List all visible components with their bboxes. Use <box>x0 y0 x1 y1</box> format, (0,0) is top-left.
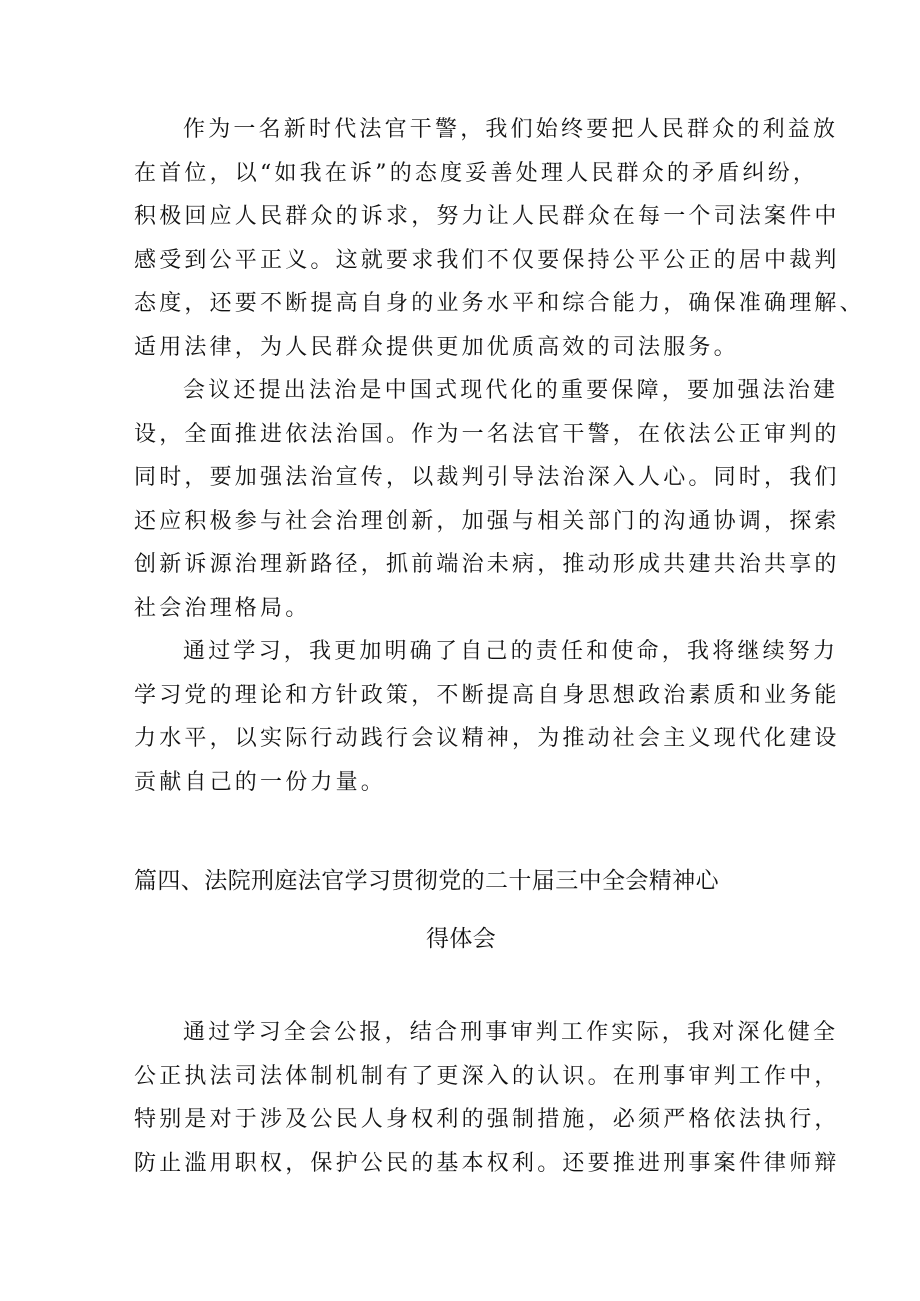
text-line: 通过学习，我更加明确了自己的责任和使命，我将继续努力 <box>183 639 839 664</box>
text-line: 学习党的理论和方针政策，不断提高自身思想政治素质和业务能 <box>134 683 840 708</box>
text-line: 感受到公平正义。这就要求我们不仅要保持公平公正的居中裁判 <box>134 248 840 273</box>
text-line: 在首位，以“如我在诉”的态度妥善处理人民群众的矛盾纠纷， <box>134 161 819 186</box>
text-line: 通过学习全会公报，结合刑事审判工作实际，我对深化健全 <box>183 1020 839 1045</box>
heading-line-1: 篇四、法院刑庭法官学习贯彻党的二十届三中全会精神心 <box>134 868 719 894</box>
text-line: 同时，要加强法治宣传，以裁判引导法治深入人心。同时，我们 <box>134 465 840 490</box>
text-line: 创新诉源治理新路径，抓前端治未病，推动形成共建共治共享的 <box>134 552 840 577</box>
text-line: 公正执法司法体制机制有了更深入的认识。在刑事审判工作中， <box>134 1064 840 1089</box>
text-line: 设，全面推进依法治国。作为一名法官干警，在依法公正审判的 <box>134 422 840 447</box>
text-line: 态度，还要不断提高自身的业务水平和综合能力，确保准确理解、 <box>134 291 865 316</box>
text-line: 特别是对于涉及公民人身权利的强制措施，必须严格依法执行， <box>134 1107 840 1132</box>
text-line: 社会治理格局。 <box>134 596 311 621</box>
text-line: 积极回应人民群众的诉求，努力让人民群众在每一个司法案件中 <box>134 204 840 229</box>
text-line: 会议还提出法治是中国式现代化的重要保障，要加强法治建 <box>183 378 839 403</box>
text-line: 力水平，以实际行动践行会议精神，为推动社会主义现代化建设 <box>134 726 840 751</box>
text-line: 适用法律，为人民群众提供更加优质高效的司法服务。 <box>134 335 739 360</box>
text-line: 防止滥用职权，保护公民的基本权利。还要推进刑事案件律师辩 <box>134 1151 840 1176</box>
text-line: 还应积极参与社会治理创新，加强与相关部门的沟通协调，探索 <box>134 509 840 534</box>
text-line: 作为一名新时代法官干警，我们始终要把人民群众的利益放 <box>183 117 839 142</box>
text-line: 贡献自己的一份力量。 <box>134 770 387 795</box>
heading-line-2: 得体会 <box>426 926 497 952</box>
